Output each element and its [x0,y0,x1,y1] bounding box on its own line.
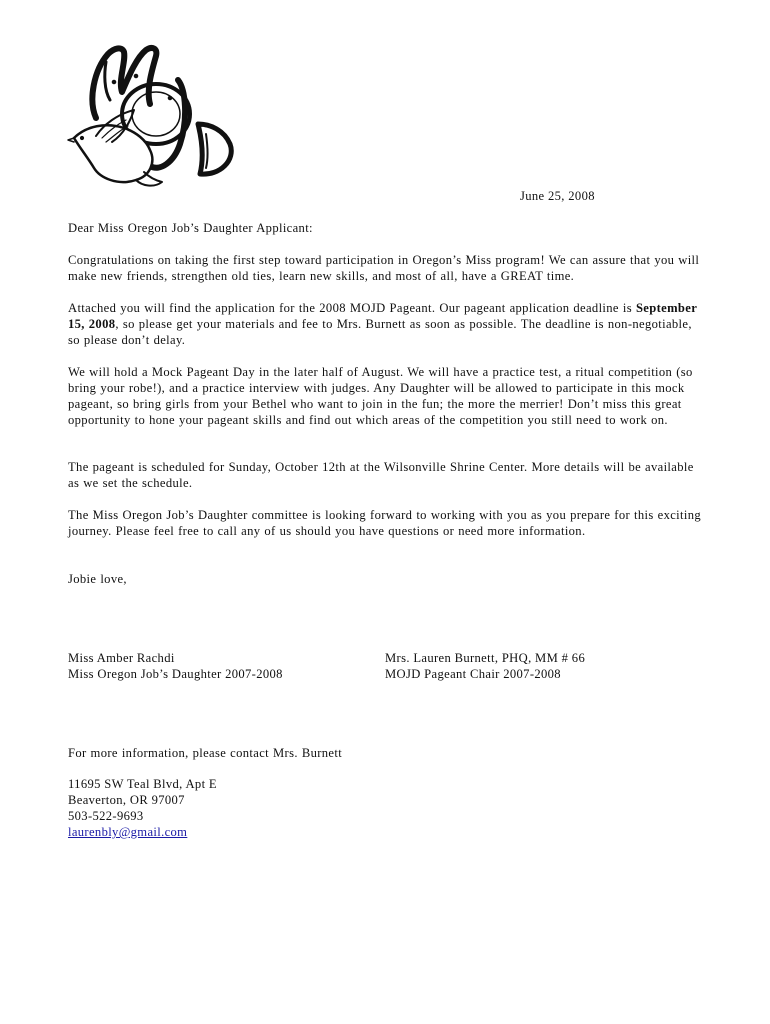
signature-left [68,650,283,682]
dove-monogram-icon [68,48,231,186]
contact-email-link[interactable]: laurenbly@gmail.com [68,825,188,839]
contact-address [68,776,217,840]
contact-lead: For more information, please contact Mrs. Burnett [68,746,343,760]
mojd-logo [66,40,238,190]
signature-right-title: MOJD Pageant Chair 2007-2008 [385,667,561,681]
signature-right [385,650,585,682]
paragraph-deadline-before: Attached you will find the application for the 2008 MOJD Pageant. Our pageant application deadline is [68,301,636,315]
letter-date: June 25, 2008 [520,189,595,203]
paragraph-congratulations: Congratulations on taking the first step toward participation in Oregon’s Miss program! We can assure that you will make new friends, strengthen old ties, learn new skills, and most of all, have a GREAT time. [68,253,700,283]
paragraph-pageant-schedule: The pageant is scheduled for Sunday, October 12th at the Wilsonville Shrine Center. More details will be available as we set the schedule. [68,460,694,490]
paragraph-mock-pageant: We will hold a Mock Pageant Day in the later half of August. We will have a practice test, a ritual competition (so bring your robe!), and a practice interview with judges. Any Daughter will be allowed to participate in this mock pageant, so bring girls from your Bethel who want to join in the fun; the more the merrier! Don’t miss this great opportunity to hone your pageant skills and find out which areas of the competition you still need to work on. [68,365,693,427]
signature-left-name: Miss Amber Rachdi [68,651,175,665]
closing: Jobie love, [68,572,127,586]
address-line-1: 11695 SW Teal Blvd, Apt E [68,777,217,791]
signature-right-name: Mrs. Lauren Burnett, PHQ, MM # 66 [385,651,586,665]
contact-phone: 503-522-9693 [68,809,144,823]
paragraph-committee: The Miss Oregon Job’s Daughter committee is looking forward to working with you as you prepare for this exciting journey. Please feel free to call any of us should you have questions or need more information. [68,508,701,538]
paragraph-application-deadline [68,300,704,348]
deadline-date: September 15, 2008 [68,301,697,331]
salutation: Dear Miss Oregon Job’s Daughter Applicant: [68,221,313,235]
paragraph-deadline-after: , so please get your materials and fee to Mrs. Burnett as soon as possible. The deadline is non-negotiable, so please don’t delay. [68,317,692,347]
address-line-2: Beaverton, OR 97007 [68,793,185,807]
signature-left-title: Miss Oregon Job’s Daughter 2007-2008 [68,667,283,681]
